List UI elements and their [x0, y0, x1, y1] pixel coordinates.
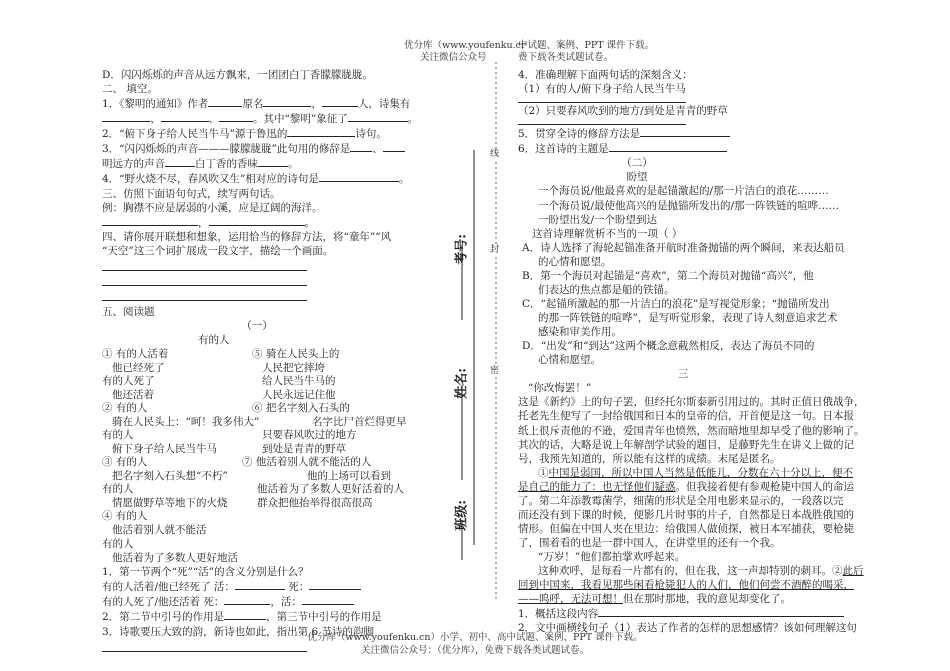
option-d[interactable]: D．“出发”和“到达”这两个概念意截然相反，表达了海员不同的: [522, 340, 815, 353]
poem-line-right: 他活着为了多数人更好活着的人: [257, 483, 404, 495]
poem-line-left: 有的人: [102, 483, 134, 495]
imitate-answer: ， 。: [102, 215, 472, 230]
binding-kaohao: 考号:: [454, 233, 470, 265]
binding-mark-feng: 封: [490, 245, 500, 255]
poem-tail-line: ④ 有的人: [102, 510, 148, 522]
header-right-line1: 中试题、案例、PPT 课件下载。: [518, 40, 655, 51]
answer-line[interactable]: [518, 118, 686, 125]
option-c-cont2: 感染和审美作用。: [538, 326, 622, 339]
text-line: 是自己的能力了：也无怪他们疑惑。但我接着便有参观枪毙中国人的命运: [518, 480, 854, 493]
blank[interactable]: [102, 111, 150, 122]
poem-row: [102, 388, 472, 402]
option-c-cont: 的那一阵铁链的喧哗”，是写听觉形象，表现了诗人刻意追求艺术: [538, 312, 838, 324]
text-line: 而还没有到下课的时候，便影几片时事的片子，自然都是日本战胜俄国的: [518, 508, 854, 521]
option-b-cont: 们表达的焦点都是船的铁锚。: [538, 283, 675, 296]
blank[interactable]: [235, 579, 285, 590]
blank[interactable]: [208, 96, 242, 107]
q3-1: 1．概括这段内容: [518, 606, 898, 621]
poem-row: [102, 361, 472, 375]
answer-line[interactable]: [102, 275, 307, 286]
fill-4: 4．“野火烧不尽，春风吹又生”相对应的诗句是 。: [102, 173, 410, 186]
fill-1: 1．《黎明的通知》作者 原名 ， 人，诗集有: [102, 98, 411, 111]
poem-row: [102, 415, 472, 429]
option-b[interactable]: B．第一个海员对起锚是“喜欢”，第二个海员对抛锚“高兴”，他: [522, 269, 814, 282]
answer-line[interactable]: [518, 96, 686, 103]
section-imagine-title-cont: “天空”这三个词扩展成一段文字，描绘一个画面。: [102, 244, 334, 257]
section-imagine-title: 四、请你展开联想和想象，运用恰当的修辞方法，将“童年”“风: [102, 230, 392, 243]
poem-line-left: 有的人死了: [102, 375, 155, 387]
poem-tail-line: 他活着为了多数人更好地活: [112, 552, 238, 565]
blank[interactable]: [609, 141, 727, 152]
poem-line-left: 他已经死了: [112, 361, 165, 374]
text-line: “你改悔罢！”: [528, 382, 592, 395]
fill-2: 2．“俯下身子给人民当牛马”源于鲁迅的 诗句。: [102, 128, 387, 141]
poem-2-line: 一个海员说/他最喜欢的是起锚激起的/那一片洁白的浪花………: [538, 185, 829, 198]
poem-line-right: 人民永远记住他: [262, 388, 336, 401]
blank[interactable]: [348, 111, 408, 122]
reading-q3: 3．诗歌要压大致的韵，新诗也如此，指出第 6 节诗的韵脚: [102, 625, 375, 638]
blank[interactable]: [383, 141, 405, 152]
q4: 4．准确理解下面两句话的深刻含义：: [518, 69, 693, 81]
blank[interactable]: [640, 126, 730, 137]
reading-q1: 1．第一节两个“死”“活”的含义分别是什么？: [102, 566, 309, 579]
blank[interactable]: [224, 609, 266, 620]
q4-2: （2）只要春风吹到的地方/到处是青青的野草: [518, 105, 728, 118]
poem-2-line: 一个海员说/最使他高兴的是抛锚所发出的/那一阵铁链的喧哗……: [538, 199, 840, 212]
option-d: D．闪闪烁烁的声音从远方飘来，一团团白丁香朦朦胧胧。: [102, 69, 373, 81]
text-line: “万岁！”他们都拍掌欢呼起来。: [538, 551, 686, 564]
q3-2: 2．文中画横线句子（1）表达了作者的怎样的思想感情？该如何理解这句: [518, 622, 857, 635]
poem-line-right: 他的上场可以看到: [307, 469, 391, 482]
right-column: [518, 68, 898, 635]
section-imitate-title: 三、仿照下面语句句式，续写两句话。: [102, 187, 281, 200]
reading-q1-line1: 有的人活着/他已经死了 活： 死：: [102, 579, 472, 594]
blank[interactable]: [319, 171, 399, 182]
poem-line-left: ② 有的人: [102, 402, 148, 414]
poem-2-line: 一盼望出发/一个盼望到达: [538, 213, 658, 226]
poem-line-right: 只要春风吹过的地方: [262, 429, 357, 441]
poem-line-right: 给人民当牛马的: [262, 375, 336, 387]
left-column: [102, 68, 472, 656]
fill-1-cont: 、 、 。其中“黎明”象征了 。: [102, 111, 472, 126]
text-line: 情形。但偏在中国人夹在里边：给俄国人做侦探，被日本军捕获，要枪毙: [518, 522, 854, 535]
blank[interactable]: [224, 594, 270, 605]
underlined-sentence-2-cont: 回到中国来，我看见那些闲看枪毙犯人的人们，他们何尝不酒醉的喝采，: [518, 579, 854, 592]
blank[interactable]: [302, 594, 354, 605]
poem-line-left: ① 有的人活着: [102, 348, 169, 360]
reading-q2: 2．第二节中引号的作用是 ，第三节中引号的作用是: [102, 611, 382, 624]
footer-line1: 优分库（www.youfenku.cn）小学、初中、高中试题、案例、PPT 课件下载。: [307, 632, 643, 643]
poem-2-body: [518, 184, 898, 226]
poem-line-left: ③ 有的人: [102, 456, 148, 468]
poem-row: [102, 428, 472, 442]
poem-row: [102, 482, 472, 496]
option-d-cont: 心情和愿望。: [538, 354, 601, 367]
blank[interactable]: [350, 141, 372, 152]
q6: 6．这首诗的主题是: [518, 141, 898, 156]
blank[interactable]: [322, 96, 358, 107]
blank[interactable]: [263, 96, 311, 107]
poem-line-right: 到处是青青的野草: [262, 442, 346, 455]
text-line: 号，我预先知道的，所以能有这样的成绩。末尾是匿名。: [518, 452, 781, 465]
option-a-cont: 的心情和愿望。: [538, 255, 612, 268]
header-right-line2: 费下载各类试题试卷。: [518, 52, 614, 64]
poem-2-title: 盼望: [626, 171, 648, 184]
blank[interactable]: [309, 579, 361, 590]
fill-3: 3．“闪闪烁烁的声音———朦朦胧胧”此句用的修辞是 、: [102, 141, 472, 156]
text-line: ——呜呼，无法可想！但在那时那地，我的意见却变化了。: [518, 593, 791, 606]
poem-line-left: 他还活着: [112, 388, 154, 401]
text-line: 了。第二年添教霉菌学，细菌的形状是全用电影来显示的，一段落以完: [518, 494, 844, 507]
blank[interactable]: [258, 156, 288, 167]
option-c[interactable]: C．“起锚所激起的那一片洁白的浪花”是写视觉形象；“抛锚所发出: [522, 297, 830, 310]
fill-3-cont: 明远方的声音 白丁香的香味 。: [102, 158, 299, 171]
blank[interactable]: [287, 126, 355, 137]
blank[interactable]: [209, 215, 305, 226]
section-fill-title: 二、 填空。: [102, 83, 158, 96]
header-left-line2: 关注微信公众号: [420, 52, 487, 64]
poem-row: [102, 469, 472, 483]
q5: 5．贯穿全诗的修辞方法是: [518, 126, 898, 141]
poem-row: [102, 496, 472, 510]
poem-body: [102, 347, 472, 509]
option-a[interactable]: A．诗人选择了海轮起锚准备开航时准备抛锚的两个瞬间，来表达船员: [522, 241, 845, 254]
section-2-label: （二）: [621, 157, 653, 170]
poem-row: [102, 374, 472, 388]
poem-line-right: 名字比尸首烂得更早: [312, 415, 407, 428]
underlined-sentence-2: 此后: [842, 565, 864, 578]
binding-banji: 班级:: [454, 499, 470, 531]
poem-line-right: ⑥ 把名字刻入石头的: [252, 402, 350, 414]
q2-stem: 这首诗理解赏析不当的一项（ ）: [532, 227, 683, 240]
poem-line-left: 情愿做野草等地下的火烧: [112, 496, 228, 509]
text-line: 纸上很斥责他的不逊，爱国青年也愤然，然而暗地里却早受了他的影响了。: [518, 424, 865, 437]
poem-line-right: ⑤ 骑在人民头上的: [252, 348, 340, 360]
footer: [0, 632, 950, 658]
header-left-line1: 优分库（www.youfenku.cr: [404, 40, 526, 51]
poem-tail-line: 他活着别人就不能活: [112, 524, 207, 537]
binding-xingming: 姓名:: [454, 367, 470, 399]
binding-mark-mi: 密: [490, 366, 500, 376]
text-line: 了，围着看的也是一群中国人，在讲堂里的还有一个我。: [518, 537, 781, 549]
underlined-sentence-1-cont: 是自己的能力了：也无怪他们疑惑: [518, 480, 676, 493]
answer-line[interactable]: [102, 260, 307, 271]
blank[interactable]: [161, 111, 209, 122]
section-1-label: （一）: [241, 319, 273, 332]
poem-line-left: 把名字刻入石头想“不朽”: [112, 469, 228, 482]
reading-q1-line2: 有的人死了/他还活着 死： ，活：: [102, 594, 472, 609]
imitate-example: 例：胸襟不应是孱弱的小溪，应是辽阔的海洋。: [102, 201, 323, 214]
poem-title: 有的人: [198, 333, 230, 346]
underlined-sentence-2-end: ——呜呼，无法可想！: [518, 593, 623, 606]
blank[interactable]: [219, 111, 253, 122]
poem-line-left: 骑在人民头上：“呵！我多伟大”: [112, 415, 260, 428]
poem-tail-line: 有的人: [102, 538, 134, 551]
poem-line-right: 人民把它摔垮: [262, 361, 325, 374]
blank[interactable]: [165, 156, 195, 167]
blank[interactable]: [102, 215, 198, 226]
poem-row: [102, 442, 472, 456]
section-3-label: 三: [677, 368, 689, 381]
text-line: 这种欢呼，是每看一片都有的，但在我，这一声却特别的刺耳。②此后: [538, 565, 864, 578]
binding-mark-xian: 线: [490, 149, 500, 159]
poem-line-right: ⑦ 他活着别人就不能活的人: [242, 456, 372, 468]
blank[interactable]: [598, 606, 844, 617]
poem-line-left: 有的人: [102, 429, 134, 441]
text-line: 其次的话，大略是说上年解剖学试验的题目，是藤野先生在讲义上做的记: [518, 438, 854, 451]
section-reading-title: 五、阅读题: [102, 305, 155, 318]
answer-line[interactable]: [102, 290, 307, 301]
underlined-sentence-1: 中国是弱国，所以中国人当然是低能儿，分数在六十分以上，便不: [548, 466, 853, 479]
poem-row: [102, 347, 472, 361]
text-line: 托老先生便写了一封给俄国和日本的皇帝的信，开首便是这一句。日本报: [518, 410, 854, 423]
text-line: ①中国是弱国，所以中国人当然是低能儿，分数在六十分以上，便不: [538, 466, 853, 479]
q4-1: （1）有的人/俯下身子给人民当牛马: [518, 83, 686, 96]
footer-line2: 关注微信公众号：（优分库），免费下载各类试题试卷。: [360, 644, 589, 656]
text-line: 这是《新约》上的句子罢，但经托尔斯泰新引用过的。其时正值日俄战争，: [518, 396, 865, 409]
poem-line-right: 群众把他抬举得很高很高: [257, 496, 373, 509]
poem-row: [102, 401, 472, 415]
poem-line-left: 俯下身子给人民当牛马: [112, 442, 217, 455]
poem-row: [102, 455, 472, 469]
